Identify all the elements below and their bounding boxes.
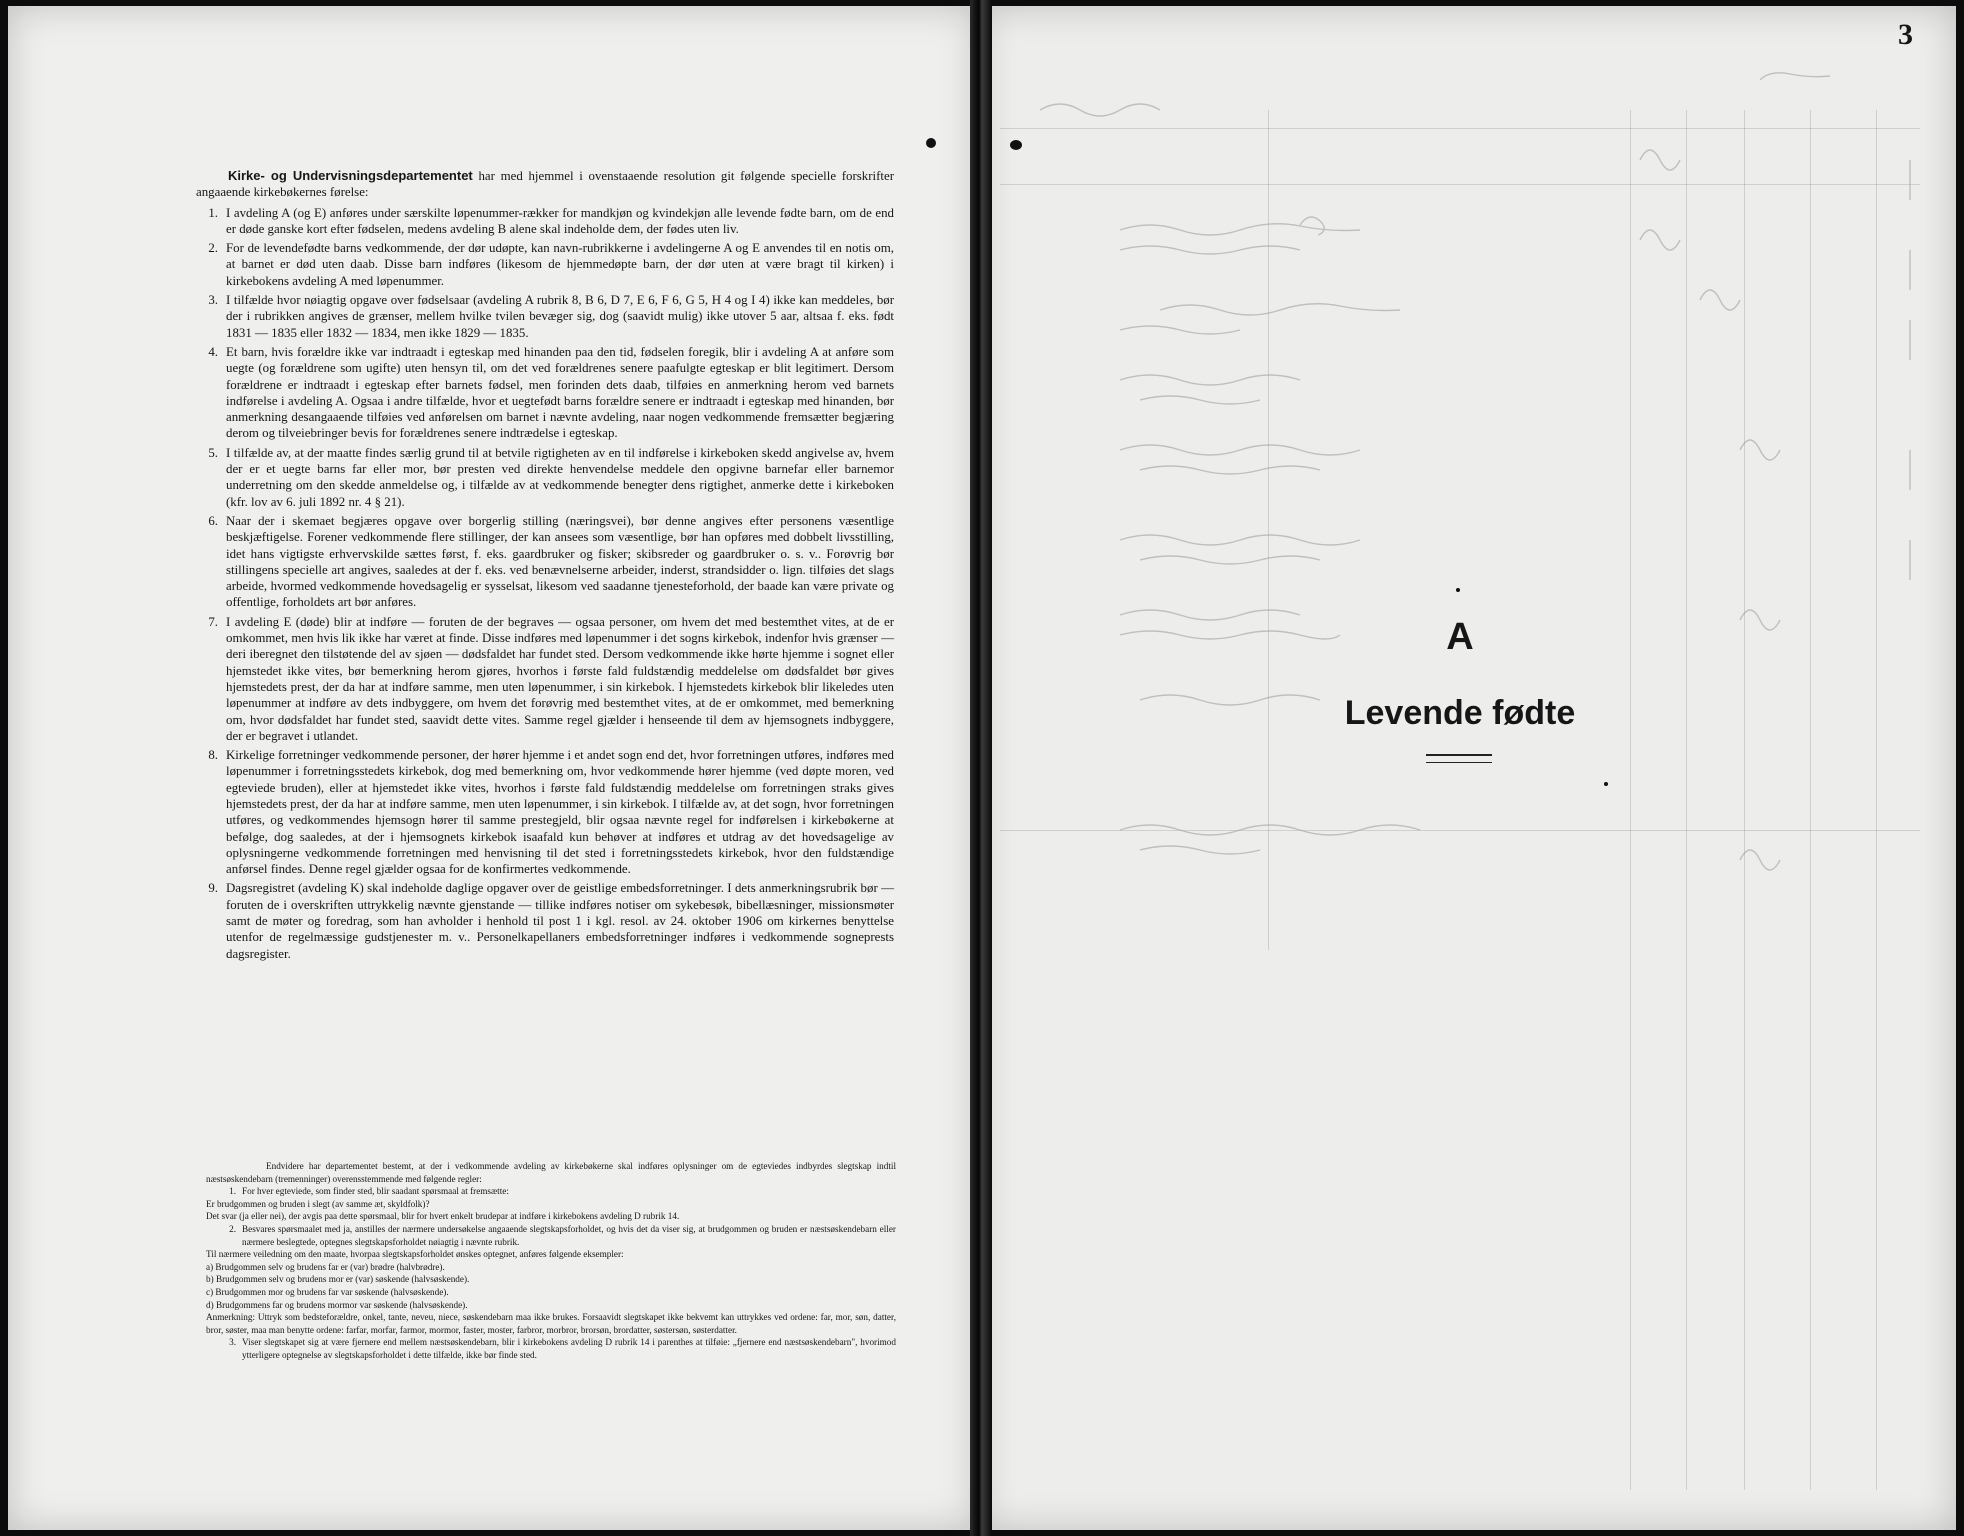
footnote-text: Besvares spørsmaalet med ja, anstilles der nærmere undersøkelse angaaende slegtskapsforholdet, og hvis det da viser sig, at brudgommen og bruden er næstsøskendebarn eller nærmere beslegtede, optegnes slegtskapsforholdet nøiagtig i nævnte rubrik. <box>242 1223 896 1247</box>
rule-number: 3. <box>208 293 218 308</box>
footnote-example: b) Brudgommen selv og brudens mor er (var) søskende (halvsøskende). <box>206 1274 470 1285</box>
bleed-through-handwriting <box>980 0 1956 1536</box>
rule-number: 5. <box>208 445 218 460</box>
footnote-example: a) Brudgommen selv og brudens far er (var) brødre (halvbrødre). <box>206 1261 445 1272</box>
footnote-number: 1. <box>229 1186 236 1197</box>
footnote-number: 2. <box>229 1223 236 1234</box>
rule-item <box>196 747 894 877</box>
footnote-guidance: Til nærmere veiledning om den maate, hvorpaa slegtskapsforholdet ønskes optegnet, anføres følgende eksempler: <box>206 1249 624 1260</box>
footnote-intro: Endvidere har departementet bestemt, at der i vedkommende avdeling av kirkebøkerne skal indføres oplysninger om de egteviedes indbyrdes slegtskap indtil næstsøskendebarn (tremenninger) overensstemmende med følgende regler: <box>206 1161 896 1184</box>
kinship-footnote <box>206 1160 896 1362</box>
department-name: Kirke- og Undervisningsdepartementet <box>228 168 473 183</box>
instructions-block <box>196 168 894 965</box>
footnote-answer: Det svar (ja eller nei), der avgis paa dette spørsmaal, blir for hvert enkelt brudepar at indføre i kirkebokens avdeling D rubrik 14. <box>206 1211 680 1222</box>
footnote-question: Er brudgommen og bruden i slegt (av samme æt, skyldfolk)? <box>206 1198 430 1209</box>
ink-mark <box>1456 588 1460 592</box>
footnote-item <box>206 1336 896 1361</box>
footnote-item <box>206 1185 896 1198</box>
rule-text: Naar der i skemaet begjæres opgave over borgerlig stilling (næringsvei), bør denne angives efter personens væsentlige beskjæftigelse. Forener vedkommende flere stillinger, der kan ansees som væsentlige, bør han opføres med dobbelt livsstilling, idet hans vigtigste erhvervskilde sættes først, f. eks. gaardbruker og fisker; skibsreder og gaardbruker o. s. v.. Forøvrig bør stillingens specielle art angives, saaledes at der f. eks. ved benævnelserne arbeider, inderst, strandsidder o. lign. tilføies det slags arbeide, hvormed vedkommende hovedsagelig er sysselsat, likesom ved saadanne tjenesteforhold, der baade kan være private og offentlige, forholdets art bør anføres. <box>226 513 894 610</box>
rule-number: 7. <box>208 614 218 629</box>
footnote-text: Viser slegtskapet sig at være fjernere end mellem næstsøskendebarn, blir i kirkebokens avdeling D rubrik 14 i parenthes at tilføie: „fjernere end næstsøskendebarn", hvorimod ytterligere optegnelse av slegtskapsforholdet i dette tilfælde, ikke bør finde sted. <box>242 1337 896 1360</box>
rule-text: I tilfælde hvor nøiagtig opgave over fødselsaar (avdeling A rubrik 8, B 6, D 7, E 6, F 6, G 5, H 4 og I 4) ikke kan meddeles, bør der i rubrikken angives de grænser, mellem hvilke tvilen bevæger sig, dog (saavidt mulig) ikke utover 5 aar, altsaa f. eks. født 1831 — 1835 eller 1832 — 1834, men ikke 1829 — 1835. <box>226 293 894 340</box>
rule-number: 2. <box>208 241 218 256</box>
rule-text: I avdeling E (døde) blir at indføre — foruten de der begraves — ogsaa personer, om hvem det med bestemthet vites, at de er omkommet, men hvis lik ikke har været at finde. Disse indføres med løpenummer i det sogns kirkebok, indenfor hvis grænser — deri iberegnet den tilstøtende del av sjøen — dødsfaldet har fundet sted. Dersom vedkommende ikke hørte hjemme i sognet eller hjemstedet ikke vites, bør bemerkning herom gjøres, hvorhos i første fald fuldstændig meddelelse om dødsfaldet bør gives hjemstedets prest, der da har at indføre samme, men uten løpenummer, i sin kirkebok. I hjemstedets kirkebok blir likeledes uten løpenummer at indføre av dets indbyggere, om hvem det forøvrig med bestemthet vites, at de er omkommet, med bemerkning om, hvor dødsfaldet har fundet sted, saavidt dette vites. Samme regel gjælder i henseende til dem av hjemsognets indbyggere, der er begravet i utlandet. <box>226 614 894 743</box>
rule-number: 6. <box>208 513 218 528</box>
rule-number: 8. <box>208 748 218 763</box>
rule-item <box>196 292 894 341</box>
ink-mark <box>926 138 936 148</box>
ink-mark <box>1010 140 1022 150</box>
footnote-example: d) Brudgommens far og brudens mormor var søskende (halvsøskende). <box>206 1299 468 1310</box>
rule-item <box>196 344 894 442</box>
footnote-item <box>206 1223 896 1248</box>
rule-text: I avdeling A (og E) anføres under særskilte løpenummer-rækker for mandkjøn og kvindekjøn alle levende fødte barn, om de end er døde ganske kort efter fødselen, medens avdeling B alene skal indeholde dem, der fødes uten liv. <box>226 205 894 236</box>
rule-text: I tilfælde av, at der maatte findes særlig grund til at betvile rigtigheten av en til indførelse i kirkeboken skedd angivelse av, hvem der er et uegte barns far eller mor, bør presten ved direkte henvendelse meddele den opgivne barnefar eller barnemor underretning om den skedde anmeldelse og, i tilfælde av at vedkommende benegter dens rigtighet, anmerke dette i kirkeboken (kfr. lov av 6. juli 1892 nr. 4 § 21). <box>226 445 894 509</box>
rule-item <box>196 614 894 744</box>
intro-text: har med hjemmel i ovenstaaende resolution git følgende specielle forskrifter angaaende kirkebøkernes førelse: <box>196 169 894 200</box>
title-underline <box>1426 754 1492 763</box>
rule-item <box>196 445 894 510</box>
rule-item <box>196 880 894 961</box>
rule-number: 9. <box>208 881 218 896</box>
rule-number: 1. <box>208 205 218 220</box>
rule-item <box>196 513 894 611</box>
section-title: Levende fødte <box>1344 694 1576 732</box>
rule-text: Et barn, hvis forældre ikke var indtraadt i egteskap med hinanden paa den tid, fødselen foregik, blir i avdeling A at anføre som uegte (og forældrene som ugifte) uten hensyn til, om det ved forældrenes senere paafulgte egteskap er blit legitimert. Dersom forældrene er indtraadt i egteskap efter barnets fødsel, men forinden dets daab, tilføies en anmerkning herom ved barnets indførelse i avdeling A. Ogsaa i andre tilfælde, hvor et uegtefødt barns forældre senere er indtraadt i egteskap med hinanden, bør anmerkning desangaaende tilføies ved anførelsen om barnet i nævnte avdeling, naar nogen vedkommende fremsætter begjæring derom og tilveiebringer bevis for forældrenes senere indtrædelse i egteskap. <box>226 344 894 441</box>
rule-text: Kirkelige forretninger vedkommende personer, der hører hjemme i et andet sogn end det, hvor forretningen utføres, indføres med løpenummer i forretningsstedets kirkebok, dog med bemerkning om, hvor vedkommende hører hjemme (ved døpte moren, ved egteviede bruden), eller at hjemstedet ikke vites, hvorhos i første fald fuldstændig meddelelse om forretningen straks gives hjemstedets prest, der da har at indføre samme, men uten løpenummer, i sin kirkebok. I tilfælde av, at det sogn, hvor forretningen utføres, og vedkommendes hjemsogn hører til samme prestegjeld, blir ogsaa nævnte regel for indførelsen i kirkebøkerne at befølge, dog saaledes, at der i hjemsognets kirkebok isaafald kun behøver at indføres et utdrag av det hovedsagelige av oplysningerne vedkommende forretningen med henvisning til det sted i forretningsstedets kirkebok, hvor den fuldstændige anførsel findes. Denne regel gjælder ogsaa for de konfirmertes vedkommende. <box>226 748 894 877</box>
intro-paragraph <box>196 168 894 201</box>
footnote-remark: Anmerkning: Uttryk som bedsteforældre, onkel, tante, neveu, niece, søskendebarn maa ikke brukes. Forsaavidt slegtskapet ikke bekvemt kan uttrykkes ved ordene: far, mor, søn, datter, bror, søster, maa man benytte ordene: farfar, morfar, farmor, mormor, faster, moster, farbror, morbror, brorsøn, brordatter, søstersøn, søsterdatter. <box>206 1312 896 1335</box>
footnote-example: c) Brudgommen mor og brudens far var søskende (halvsøskende). <box>206 1286 449 1297</box>
page-number: 3 <box>1898 18 1913 51</box>
footnote-text: For hver egteviede, som finder sted, blir saadant spørsmaal at fremsætte: <box>242 1186 509 1197</box>
rule-text: Dagsregistret (avdeling K) skal indeholde daglige opgaver over de geistlige embedsforretninger. I dets anmerkningsrubrik bør — foruten de i overskriften uttrykkelig nævnte gjenstande — tillike indføres notiser om sykebesøk, bibellæsninger, missionsmøter samt de møter og foredrag, som han avholder i henhold til post 1 i kgl. resol. av 24. oktober 1906 om kirkernes benyttelse utenfor de regelmæssige gudstjenester m. v.. Personelkapellaners embedsforretninger indføres i vedkommende sogneprests dagsregister. <box>226 881 894 961</box>
rule-number: 4. <box>208 344 218 359</box>
rule-item <box>196 205 894 238</box>
rule-text: For de levendefødte barns vedkommende, der dør udøpte, kan navn-rubrikkerne i avdelingerne A og E anvendes til en notis om, at barnet er død uten daab. Disse barn indføres (likesom de hjemmedøpte barn, der dør uten at være bragt til kirken) i kirkebokens avdeling A med løpenummer. <box>226 241 894 288</box>
footnote-number: 3. <box>229 1337 236 1348</box>
rule-item <box>196 240 894 289</box>
section-letter: A <box>1446 616 1474 658</box>
ink-mark <box>1604 782 1608 786</box>
